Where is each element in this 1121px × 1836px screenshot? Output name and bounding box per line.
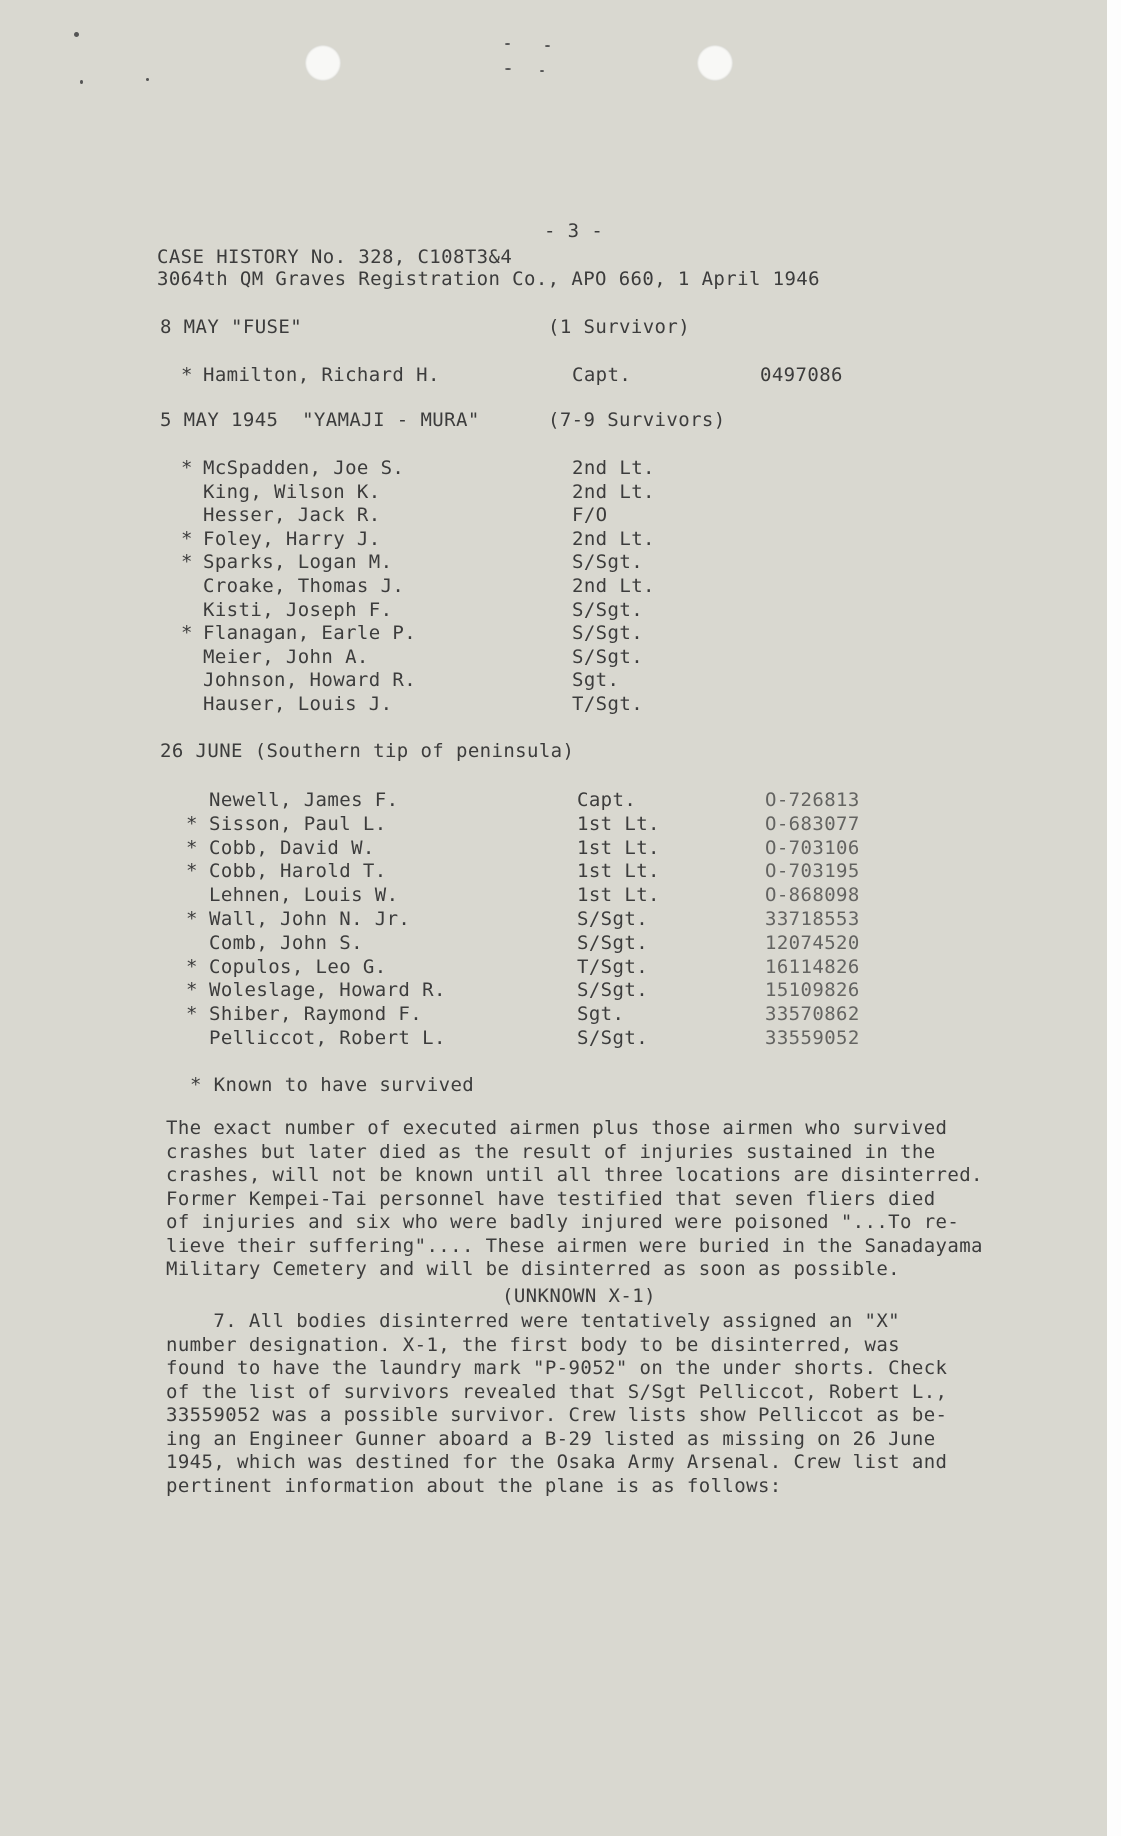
speck [545,45,550,47]
paragraph-line: ing an Engineer Gunner aboard a B-29 listed as missing on 26 June [166,1427,936,1450]
crew-rank: 1st Lt. [577,860,660,882]
crew-rank: 1st Lt. [577,837,660,859]
crew-rank: T/Sgt. [577,956,649,978]
section-heading: 8 MAY "FUSE" [160,316,303,338]
crew-rank: S/Sgt. [572,622,644,644]
serial-number: O-703195 [765,860,860,882]
survivor-mark: * [186,837,198,859]
crew-rank: Sgt. [572,669,620,691]
crew-name: Comb, John S. [209,932,363,954]
paragraph-line: of the list of survivors revealed that S/Sgt Pelliccot, Robert L., [166,1380,948,1403]
crew-name: Newell, James F. [209,789,399,811]
serial-number: 15109826 [765,979,860,1001]
serial-number: 12074520 [765,932,860,954]
crew-name: Meier, John A. [203,646,369,668]
crew-name: Woleslage, Howard R. [209,979,446,1001]
survivor-mark: * [186,860,198,882]
punch-hole-left [305,45,341,81]
crew-name: Cobb, Harold T. [209,860,387,882]
header-line-2: 3064th QM Graves Registration Co., APO 660, 1 April 1946 [157,268,820,290]
paragraph-line: 1945, which was destined for the Osaka Army Arsenal. Crew list and [166,1451,948,1473]
crew-rank: S/Sgt. [572,646,644,668]
crew-name: Kisti, Joseph F. [203,599,393,621]
paragraph-line: 7. All bodies disinterred were tentatively assigned an "X" [166,1310,901,1332]
crew-name: King, Wilson K. [203,481,381,503]
crew-rank: S/Sgt. [572,551,644,573]
serial-number: O-683077 [765,813,860,835]
crew-rank: 2nd Lt. [572,528,655,550]
crew-name: Sisson, Paul L. [209,813,387,835]
paragraph-line: crashes, will not be known until all three locations are disinterred. [166,1164,983,1186]
paragraph-line: lieve their suffering".... These airmen were buried in the Sanadayama [166,1234,983,1257]
serial-number: O-703106 [765,837,860,859]
crew-rank: S/Sgt. [572,599,644,621]
paragraph-line: Military Cemetery and will be disinterred as soon as possible. [166,1258,901,1280]
header-line-1: CASE HISTORY No. 328, C108T3&4 [157,246,513,268]
crew-rank: 2nd Lt. [572,457,655,479]
paragraph-line: of injuries and six who were badly injured were poisoned "...To re- [166,1211,960,1233]
crew-rank: T/Sgt. [572,693,644,715]
crew-rank: 1st Lt. [577,813,660,835]
page-number: - 3 - [544,220,604,242]
speck [505,68,511,70]
serial-number: O-726813 [765,789,860,811]
crew-rank: S/Sgt. [577,979,649,1001]
crew-name: Flanagan, Earle P. [203,622,417,644]
paragraph-x1-identification [166,1310,996,1498]
survivor-mark: * [186,813,198,835]
speck [540,70,544,72]
crew-name: Copulos, Leo G. [209,956,387,978]
crew-rank: S/Sgt. [577,1027,649,1049]
crew-rank: F/O [572,504,608,526]
crew-name: Hauser, Louis J. [203,693,393,715]
crew-name: Cobb, David W. [209,837,375,859]
serial-number: 33559052 [765,1027,860,1049]
crew-name: Pelliccot, Robert L. [209,1027,446,1049]
crew-rank: 2nd Lt. [572,575,655,597]
survivor-mark: * [186,908,198,930]
serial-number: 33570862 [765,1003,860,1025]
crew-name: Croake, Thomas J. [203,575,405,597]
crew-rank: Sgt. [577,1003,625,1025]
unknown-x1-heading: (UNKNOWN X-1) [502,1285,656,1307]
survived-footnote: * Known to have survived [190,1074,475,1096]
paragraph-line: crashes but later died as the result of injuries sustained in the [166,1140,936,1163]
crew-rank: 2nd Lt. [572,481,655,503]
speck [505,43,510,45]
serial-number: O-868098 [765,884,860,906]
survivor-mark: * [181,551,193,573]
paragraph-line: The exact number of executed airmen plus those airmen who survived [166,1117,948,1139]
crew-name: Lehnen, Louis W. [209,884,399,906]
section-heading: 26 JUNE (Southern tip of peninsula) [160,740,575,762]
paper-edge [1107,0,1121,1836]
survivor-mark: * [181,364,193,386]
crew-name: Hesser, Jack R. [203,504,381,526]
speck [146,78,149,81]
serial-number: 33718553 [765,908,860,930]
crew-name: Wall, John N. Jr. [209,908,411,930]
section-heading: 5 MAY 1945 "YAMAJI - MURA" [160,409,480,431]
survivor-mark: * [186,1003,198,1025]
crew-name: McSpadden, Joe S. [203,457,405,479]
paragraph-line: Former Kempei-Tai personnel have testified that seven fliers died [166,1187,936,1210]
crew-rank: S/Sgt. [577,908,649,930]
crew-name: Hamilton, Richard H. [203,364,440,386]
crew-rank: 1st Lt. [577,884,660,906]
crew-name: Foley, Harry J. [203,528,381,550]
crew-rank: Capt. [572,364,632,386]
crew-name: Johnson, Howard R. [203,669,417,691]
paragraph-executed-airmen [166,1117,996,1282]
survivor-mark: * [186,956,198,978]
survivor-count: (1 Survivor) [548,316,691,338]
survivor-count: (7-9 Survivors) [548,409,726,431]
crew-rank: S/Sgt. [577,932,649,954]
paragraph-line: pertinent information about the plane is as follows: [166,1474,782,1497]
crew-name: Shiber, Raymond F. [209,1003,423,1025]
survivor-mark: * [186,979,198,1001]
speck [74,32,79,37]
serial-number: 0497086 [760,364,843,386]
serial-number: 16114826 [765,956,860,978]
paragraph-line: found to have the laundry mark "P-9052" on the under shorts. Check [166,1357,948,1379]
crew-name: Sparks, Logan M. [203,551,393,573]
crew-rank: Capt. [577,789,637,811]
survivor-mark: * [181,622,193,644]
survivor-mark: * [181,457,193,479]
paragraph-line: 33559052 was a possible survivor. Crew lists show Pelliccot as be- [166,1404,948,1426]
paragraph-line: number designation. X-1, the first body to be disinterred, was [166,1333,901,1356]
speck [80,80,83,84]
punch-hole-right [697,45,733,81]
survivor-mark: * [181,528,193,550]
